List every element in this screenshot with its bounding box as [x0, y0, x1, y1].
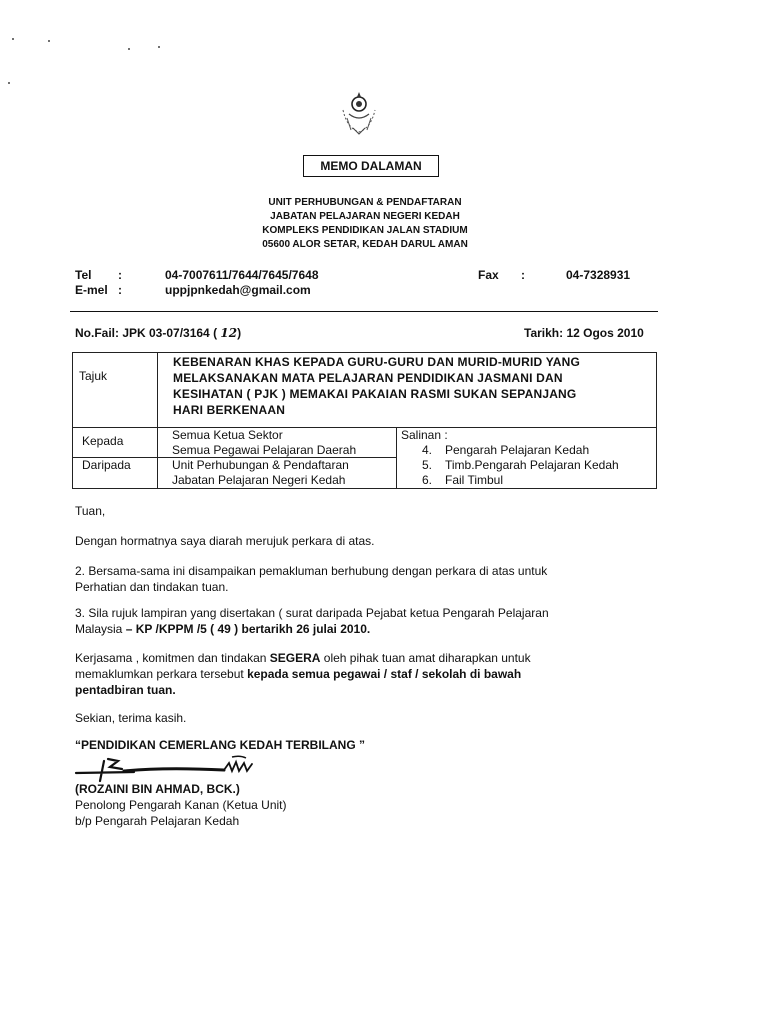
- paragraph-line: [75, 621, 665, 637]
- from-line: Jabatan Pelajaran Negeri Kedah: [172, 473, 346, 487]
- tel-label: Tel: [75, 268, 92, 282]
- motto: “PENDIDIKAN CEMERLANG KEDAH TERBILANG ”: [75, 738, 366, 752]
- paragraph-line: 2. Bersama-sama ini disampaikan pemakluman berhubung dengan perkara di atas untuk: [75, 564, 548, 578]
- tel-value: 04-7007611/7644/7645/7648: [165, 268, 319, 282]
- organization-address: [200, 196, 530, 252]
- scan-speck: [48, 40, 50, 42]
- to-label: Kepada: [82, 434, 124, 448]
- text-run: memaklumkan perkara tersebut: [75, 667, 248, 681]
- text-run: Kerjasama , komitmen dan tindakan: [75, 651, 270, 665]
- scan-speck: [8, 82, 10, 84]
- copy-item-number: 6.: [422, 473, 433, 487]
- email-value: uppjpnkedah@gmail.com: [165, 283, 311, 297]
- text-run: Malaysia: [75, 622, 126, 636]
- fax-separator: :: [521, 268, 525, 282]
- subject-label: Tajuk: [79, 369, 108, 383]
- table-divider: [73, 427, 656, 428]
- reference-number: – KP /KPPM /5 ( 49 ) bertarikh 26 julai 2010.: [125, 622, 371, 636]
- paragraph-1: Dengan hormatnya saya diarah merujuk perkara di atas.: [75, 534, 375, 548]
- memo-info-table: [72, 352, 657, 489]
- signatory-on-behalf: b/p Pengarah Pelajaran Kedah: [75, 814, 240, 828]
- table-divider: [396, 427, 397, 488]
- paragraph-4: [75, 650, 665, 698]
- file-number-handwritten: 12: [220, 326, 238, 340]
- subject-line: MELAKSANAKAN MATA PELAJARAN PENDIDIKAN JASMANI DAN: [173, 371, 563, 385]
- paragraph-line: [75, 650, 665, 666]
- signatory-title: Penolong Pengarah Kanan (Ketua Unit): [75, 798, 287, 812]
- memo-date: Tarikh: 12 Ogos 2010: [524, 326, 644, 340]
- file-number: [75, 326, 241, 340]
- copy-item-number: 5.: [422, 458, 433, 472]
- fax-value: 04-7328931: [566, 268, 631, 282]
- paragraph-2: [75, 563, 665, 595]
- to-line: Semua Pegawai Pelajaran Daerah: [172, 443, 357, 457]
- from-line: Unit Perhubungan & Pendaftaran: [172, 458, 349, 472]
- paragraph-line: pentadbiran tuan.: [75, 683, 176, 697]
- scan-speck: [128, 48, 130, 50]
- closing: Sekian, terima kasih.: [75, 711, 187, 725]
- from-label: Daripada: [82, 458, 131, 472]
- signatory-name: (ROZAINI BIN AHMAD, BCK.): [75, 782, 240, 796]
- signature-icon: [74, 753, 264, 783]
- subject-line: KEBENARAN KHAS KEPADA GURU-GURU DAN MURID-MURID YANG: [173, 355, 581, 369]
- copy-label: Salinan :: [401, 428, 448, 442]
- copy-item-number: 4.: [422, 443, 433, 457]
- scan-speck: [158, 46, 160, 48]
- org-line: UNIT PERHUBUNGAN & PENDAFTARAN: [268, 197, 462, 208]
- copy-item: Pengarah Pelajaran Kedah: [445, 443, 590, 457]
- header-divider: [70, 311, 658, 312]
- copy-item: Timb.Pengarah Pelajaran Kedah: [445, 458, 619, 472]
- file-number-close: ): [237, 326, 242, 340]
- paragraph-line: Perhatian dan tindakan tuan.: [75, 580, 229, 594]
- paragraph-line: [75, 666, 665, 682]
- fax-label: Fax: [478, 268, 499, 282]
- paragraph-3: [75, 605, 665, 637]
- to-line: Semua Ketua Sektor: [172, 428, 283, 442]
- org-line: KOMPLEKS PENDIDIKAN JALAN STADIUM: [262, 225, 468, 236]
- table-divider: [157, 353, 158, 488]
- paragraph-line: 3. Sila rujuk lampiran yang disertakan ( surat daripada Pejabat ketua Pengarah Pelajaran: [75, 606, 549, 620]
- salutation: Tuan,: [75, 504, 106, 518]
- org-line: JABATAN PELAJARAN NEGERI KEDAH: [270, 211, 460, 222]
- memo-title: MEMO DALAMAN: [303, 155, 439, 177]
- emphasis-text: SEGERA: [269, 651, 321, 665]
- subject-line: HARI BERKENAAN: [173, 403, 286, 417]
- org-line: 05600 ALOR SETAR, KEDAH DARUL AMAN: [262, 239, 468, 250]
- signatory-block: [75, 781, 286, 829]
- text-run: oleh pihak tuan amat diharapkan untuk: [320, 651, 531, 665]
- state-crest-icon: [333, 88, 385, 138]
- scan-speck: [12, 38, 14, 40]
- email-separator: :: [118, 283, 122, 297]
- emphasis-text: kepada semua pegawai / staf / sekolah di bawah: [247, 667, 522, 681]
- email-label: E-mel: [75, 283, 108, 297]
- subject-line: KESIHATAN ( PJK ) MEMAKAI PAKAIAN RASMI SUKAN SEPANJANG: [173, 387, 577, 401]
- file-number-text: No.Fail: JPK 03-07/3164 (: [75, 326, 218, 340]
- tel-separator: :: [118, 268, 122, 282]
- subject-text: [173, 354, 657, 418]
- copy-item: Fail Timbul: [445, 473, 504, 487]
